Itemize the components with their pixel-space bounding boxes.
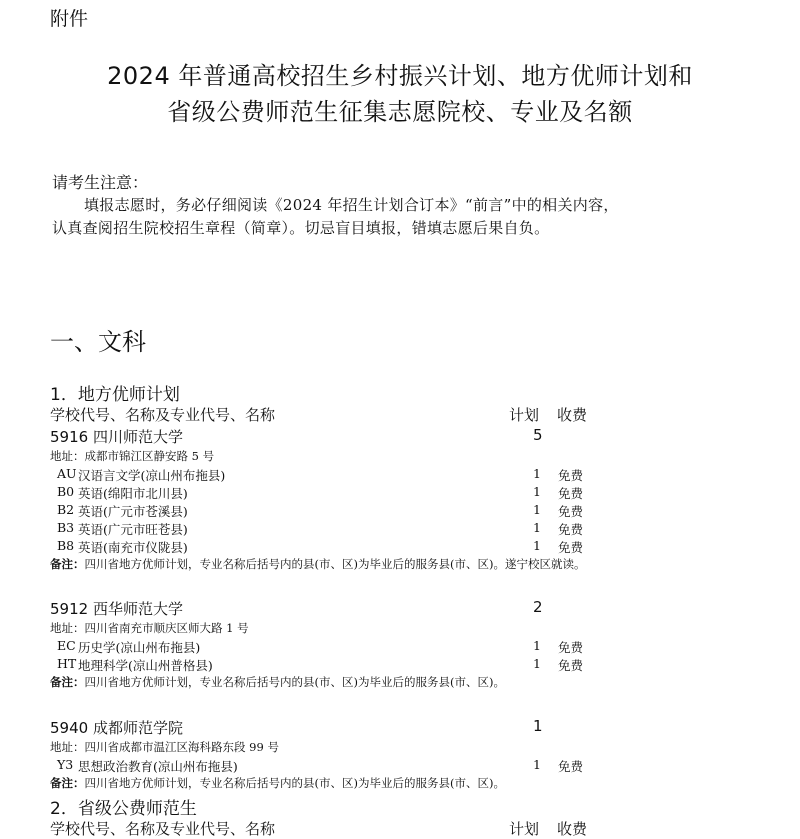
column-header-school: 学校代号、名称及专业代号、名称 — [50, 406, 276, 424]
major-code: B2 — [57, 502, 75, 517]
column-header-school: 学校代号、名称及专业代号、名称 — [50, 820, 276, 838]
major-row — [0, 465, 800, 483]
attachment-label: 附件 — [50, 8, 89, 30]
subsection-title-local-teacher-plan: 1．地方优师计划 — [50, 385, 180, 405]
major-row — [0, 519, 800, 537]
school-name: 5916 四川师范大学 — [50, 428, 183, 446]
major-name: 思想政治教育(凉山州布拖县) — [78, 759, 238, 774]
note-label: 备注： — [50, 557, 85, 571]
document-title-line-2: 省级公费师范生征集志愿院校、专业及名额 — [167, 98, 633, 126]
major-name: 汉语言文学(凉山州布拖县) — [78, 468, 226, 483]
major-name: 英语(广元市旺苍县) — [78, 522, 188, 537]
document-title-line-1: 2024 年普通高校招生乡村振兴计划、地方优师计划和 — [107, 62, 693, 90]
major-name: 英语(南充市仪陇县) — [78, 540, 188, 555]
school-note — [50, 775, 505, 791]
major-code: B8 — [57, 538, 75, 553]
notice-line-2: 认真查阅招生院校招生章程（简章）。切忌盲目填报，错填志愿后果自负。 — [52, 219, 550, 237]
major-name: 历史学(凉山州布拖县) — [78, 640, 201, 655]
column-header-fee: 收费 — [557, 820, 588, 838]
notice-heading: 请考生注意： — [52, 173, 149, 192]
major-row — [0, 655, 800, 673]
school-name: 5912 西华师范大学 — [50, 600, 183, 618]
column-header-plan: 计划 — [509, 406, 540, 424]
major-plan: 1 — [533, 656, 541, 671]
major-fee: 免费 — [558, 504, 584, 519]
school-plan: 2 — [533, 598, 543, 616]
major-code: EC — [57, 638, 76, 653]
major-code: AU — [57, 466, 77, 481]
school-plan: 5 — [533, 426, 543, 444]
section-title-liberal-arts: 一、文科 — [50, 328, 146, 356]
major-fee: 免费 — [558, 759, 584, 774]
school-block — [0, 717, 800, 792]
school-note — [50, 556, 585, 572]
school-note — [50, 674, 505, 690]
school-note-row — [0, 774, 800, 792]
school-block — [0, 598, 800, 691]
school-block — [0, 426, 800, 573]
school-row — [0, 717, 800, 738]
school-address: 地址：四川省南充市顺庆区师大路 1 号 — [50, 621, 249, 635]
major-code: B3 — [57, 520, 75, 535]
major-row — [0, 637, 800, 655]
major-plan: 1 — [533, 538, 541, 553]
major-name: 地理科学(凉山州普格县) — [78, 658, 213, 673]
major-code: Y3 — [57, 757, 74, 772]
major-name: 英语(绵阳市北川县) — [78, 486, 188, 501]
note-text: 四川省地方优师计划，专业名称后括号内的县(市、区)为毕业后的服务县(市、区)。 — [84, 776, 505, 790]
major-plan: 1 — [533, 466, 541, 481]
major-plan: 1 — [533, 757, 541, 772]
school-row — [0, 598, 800, 619]
school-address: 地址：成都市锦江区静安路 5 号 — [50, 449, 215, 463]
major-plan: 1 — [533, 502, 541, 517]
note-label: 备注： — [50, 675, 85, 689]
major-code: B0 — [57, 484, 75, 499]
note-text: 四川省地方优师计划，专业名称后括号内的县(市、区)为毕业后的服务县(市、区)。遂宁校区就读。 — [84, 557, 586, 571]
school-name: 5940 成都师范学院 — [50, 719, 183, 737]
school-row — [0, 426, 800, 447]
subsection-title-provincial-funded-teacher: 2．省级公费师范生 — [50, 799, 197, 819]
column-header-plan: 计划 — [509, 820, 540, 838]
school-plan: 1 — [533, 717, 543, 735]
major-code: HT — [57, 656, 77, 671]
major-plan: 1 — [533, 484, 541, 499]
column-header-fee: 收费 — [557, 406, 588, 424]
major-plan: 1 — [533, 520, 541, 535]
major-fee: 免费 — [558, 640, 584, 655]
major-fee: 免费 — [558, 522, 584, 537]
note-text: 四川省地方优师计划，专业名称后括号内的县(市、区)为毕业后的服务县(市、区)。 — [84, 675, 505, 689]
major-fee: 免费 — [558, 486, 584, 501]
note-label: 备注： — [50, 776, 85, 790]
major-row — [0, 537, 800, 555]
major-fee: 免费 — [558, 540, 584, 555]
major-name: 英语(广元市苍溪县) — [78, 504, 188, 519]
school-note-row — [0, 555, 800, 573]
major-plan: 1 — [533, 638, 541, 653]
major-row — [0, 483, 800, 501]
school-address-row — [0, 738, 800, 756]
school-note-row — [0, 673, 800, 691]
school-address: 地址：四川省成都市温江区海科路东段 99 号 — [50, 740, 279, 754]
major-fee: 免费 — [558, 468, 584, 483]
notice-line-1: 填报志愿时，务必仔细阅读《2024 年招生计划合订本》“前言”中的相关内容， — [84, 196, 619, 214]
major-row — [0, 756, 800, 774]
major-row — [0, 501, 800, 519]
major-fee: 免费 — [558, 658, 584, 673]
school-address-row — [0, 619, 800, 637]
school-address-row — [0, 447, 800, 465]
